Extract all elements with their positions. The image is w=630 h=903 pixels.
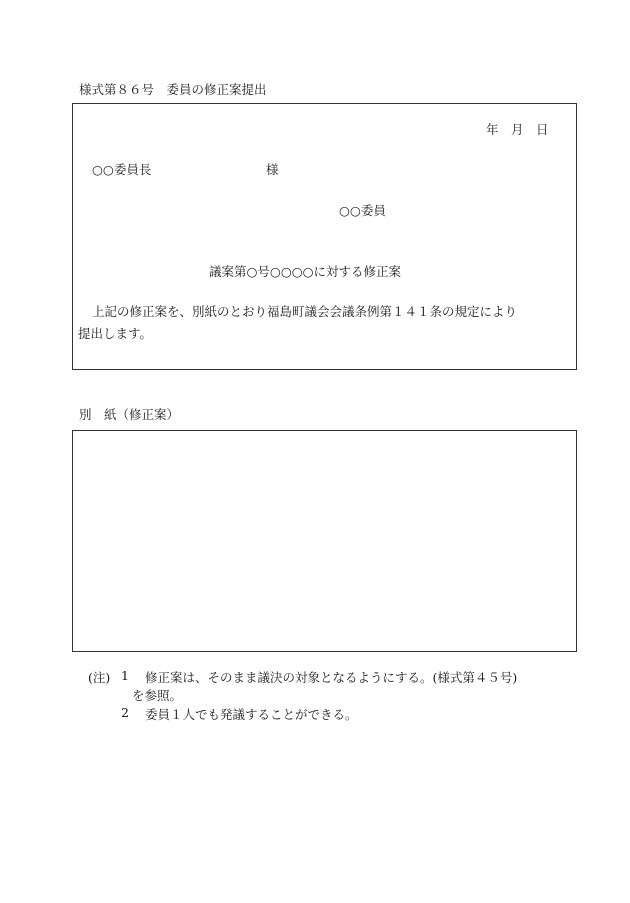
- form-box: [72, 103, 577, 370]
- note-1-number: 1: [121, 668, 129, 683]
- note-1-line-2: を参照。: [132, 688, 183, 703]
- notes-label: (注): [88, 670, 111, 685]
- attachment-title: 別 紙（修正案）: [79, 407, 180, 422]
- sender: ○○委員: [339, 203, 386, 218]
- attachment-box: [72, 430, 577, 652]
- body-line-2: 提出します。: [78, 326, 153, 341]
- honorific: 様: [266, 162, 279, 177]
- note-1-line-1: 修正案は、そのまま議決の対象となるようにする。(様式第４５号): [145, 670, 518, 685]
- addressee: ○○委員長: [92, 162, 152, 177]
- subject: 議案第○号○○○○に対する修正案: [209, 264, 402, 279]
- body-line-1: 上記の修正案を、別紙のとおり福島町議会会議条例第１４１条の規定により: [92, 304, 518, 319]
- note-2-line-1: 委員１人でも発議することができる。: [145, 707, 358, 722]
- date-line: 年 月 日: [486, 122, 549, 137]
- note-2-number: 2: [121, 705, 129, 720]
- form-title: 様式第８６号 委員の修正案提出: [79, 82, 267, 97]
